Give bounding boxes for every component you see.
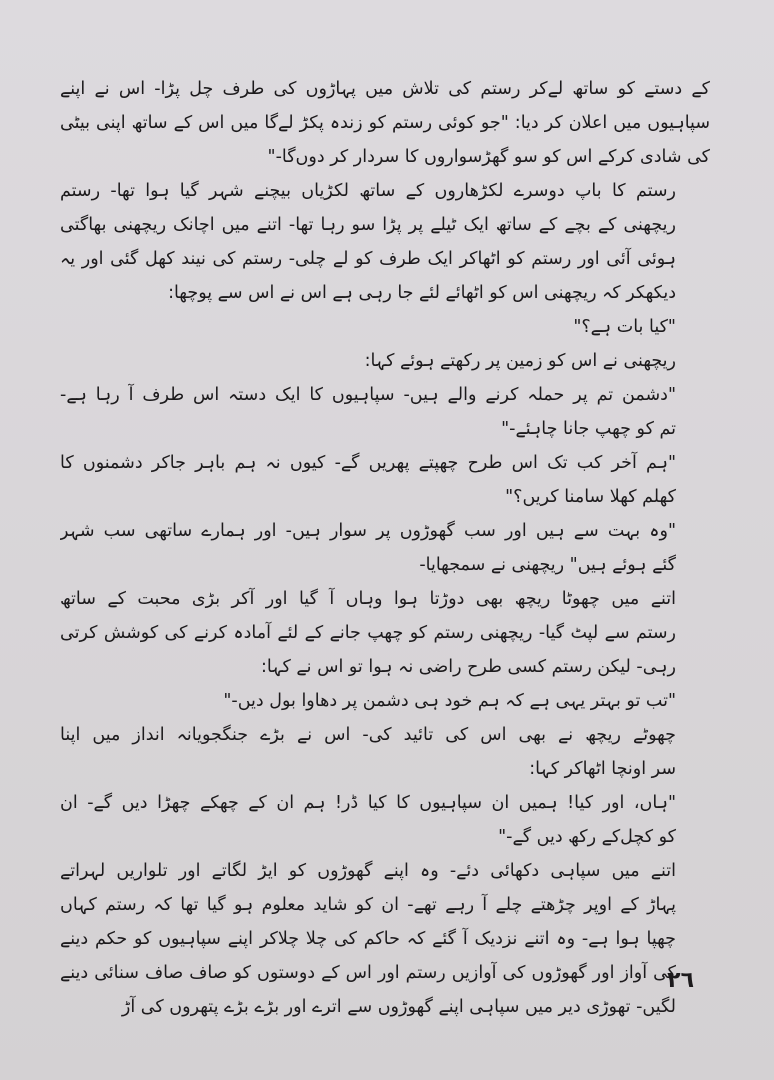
text-line: کی شادی کرکے اس کو سو گھڑسواروں کا سردار کر دوں‌گا-" — [267, 147, 710, 167]
text-line: کے دستے کو ساتھ لےکر رستم کی تلاش میں پہاڑوں کی طرف چل پڑا- اس نے اپنے — [60, 79, 710, 99]
text-line: رستم کا باپ دوسرے لکڑھاروں کے ساتھ لکڑیاں بیچنے شہر گیا ہوا تھا- رستم — [60, 181, 676, 201]
text-line: ریچھنی نے اس کو زمین پر رکھتے ہوئے کہا: — [364, 351, 676, 371]
paragraph — [60, 378, 710, 446]
paragraph — [60, 446, 710, 514]
page-number: ۲٦ — [667, 968, 694, 993]
text-line: اتنے میں چھوٹا ریچھ بھی دوڑتا ہوا وہاں آ گیا اور آکر بڑی محبت کے ساتھ — [60, 589, 676, 609]
text-line: اتنے میں سپاہی دکھائی دئے- وہ اپنے گھوڑوں کو ایڑ لگاتے اور تلواریں لہراتے — [60, 861, 676, 881]
text-line: "ہم آخر کب تک اس طرح چھپتے پھریں گے- کیوں نہ ہم باہر جاکر دشمنوں کا — [60, 453, 676, 473]
text-line: سر اونچا اٹھاکر کہا: — [529, 759, 676, 779]
text-line: چھپا ہوا ہے- وہ اتنے نزدیک آ گئے کہ حاکم کی چلا چلاکر اپنے سپاہیوں کو حکم دینے — [60, 929, 676, 949]
text-line: رہی- لیکن رستم کسی طرح راضی نہ ہوا تو اس نے کہا: — [261, 657, 676, 677]
text-line: "تب تو بہتر یہی ہے کہ ہم خود ہی دشمن پر دھاوا بول دیں-" — [223, 691, 676, 711]
text-line: دیکھکر کہ ریچھنی اس کو اٹھائے لئے جا رہی ہے اس نے اس سے پوچھا: — [168, 283, 676, 303]
text-line: ہوئی آئی اور رستم کو اٹھاکر ایک طرف کو لے چلی- رستم کی نیند کھل گئی اور یہ — [60, 249, 676, 269]
text-line: کھلم کھلا سامنا کریں؟" — [505, 487, 676, 507]
text-line: سپاہیوں میں اعلان کر دیا: "جو کوئی رستم کو زندہ پکڑ لےگا میں اس کے ساتھ اپنی بیٹی — [60, 113, 710, 133]
text-line: "کیا بات ہے؟" — [573, 317, 676, 337]
paragraph — [60, 514, 710, 582]
text-line: چھوٹے ریچھ نے بھی اس کی تائید کی- اس نے بڑے جنگجویانہ انداز میں اپنا — [60, 725, 676, 745]
text-line: کی آواز اور گھوڑوں کی آوازیں رستم اور اس کے دوستوں کو صاف صاف سنائی دینے — [60, 963, 676, 983]
paragraph — [60, 310, 710, 344]
text-line: گئے ہوئے ہیں" ریچھنی نے سمجھایا- — [419, 555, 676, 575]
text-line: "ہاں، اور کیا! ہمیں ان سپاہیوں کا کیا ڈر! ہم ان کے چھکے چھڑا دیں گے- ان — [60, 793, 676, 813]
text-line: ریچھنی کے بچے کے ساتھ ایک ٹیلے پر پڑا سو رہا تھا- اتنے میں اچانک ریچھنی بھاگتی — [60, 215, 676, 235]
text-line: پہاڑ کے اوپر چڑھتے چلے آ رہے تھے- ان کو شاید معلوم ہو گیا تھا کہ رستم کہاں — [60, 895, 676, 915]
paragraph — [60, 786, 710, 854]
text-line: رستم سے لپٹ گیا- ریچھنی رستم کو چھپ جانے کے لئے آمادہ کرنے کی کوشش کرتی — [60, 623, 676, 643]
page-body-text — [60, 72, 710, 1024]
text-line: لگیں- تھوڑی دیر میں سپاہی اپنے گھوڑوں سے اترے اور بڑے بڑے پتھروں کی آڑ — [121, 997, 676, 1017]
paragraph — [60, 684, 710, 718]
paragraph — [60, 72, 710, 174]
text-line: "دشمن تم پر حملہ کرنے والے ہیں- سپاہیوں کا ایک دستہ اس طرف آ رہا ہے- — [60, 385, 676, 405]
paragraph — [60, 854, 710, 1024]
paragraph — [60, 718, 710, 786]
paragraph — [60, 582, 710, 684]
text-line: "وہ بہت سے ہیں اور سب گھوڑوں پر سوار ہیں- اور ہمارے ساتھی سب شہر — [60, 521, 676, 541]
paragraph — [60, 174, 710, 310]
text-line: تم کو چھپ جانا چاہئے-" — [501, 419, 676, 439]
paragraph — [60, 344, 710, 378]
text-line: کو کچل‌کے رکھ دیں گے-" — [498, 827, 676, 847]
